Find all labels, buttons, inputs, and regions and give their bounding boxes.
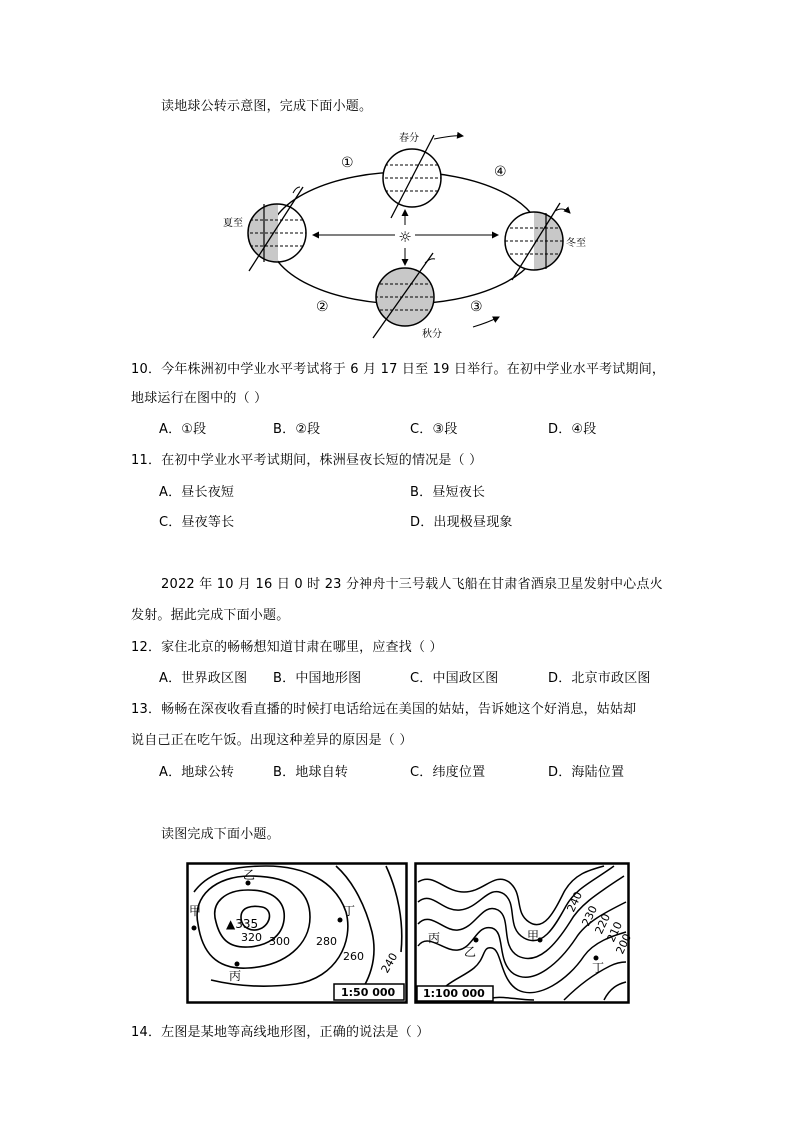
q13-option-d[interactable]: D．海陆位置 bbox=[548, 765, 625, 780]
orbit-diagram bbox=[215, 125, 595, 345]
earth-autumn bbox=[370, 268, 440, 326]
q11-option-b[interactable]: B．昼短夜长 bbox=[410, 485, 486, 500]
map2-contour-220: 220 bbox=[592, 911, 614, 937]
map2-label-jia: 甲 bbox=[527, 929, 540, 943]
sun-icon: ☼ bbox=[398, 228, 412, 246]
q12-option-d[interactable]: D．北京市政区图 bbox=[548, 671, 651, 686]
map1-label-yi: 乙 bbox=[243, 868, 256, 882]
q11-option-d[interactable]: D．出现极昼现象 bbox=[410, 515, 513, 530]
intro-shenzhou-2: 发射。据此完成下面小题。 bbox=[131, 608, 290, 623]
label-summer: 夏至 bbox=[223, 218, 243, 229]
label-winter: 冬至 bbox=[566, 238, 586, 249]
map1-contour-320: 320 bbox=[241, 931, 262, 944]
map1-scale: 1:50 000 bbox=[341, 986, 396, 999]
contour-map-right bbox=[414, 862, 635, 1004]
label-spring: 春分 bbox=[399, 133, 419, 144]
map2-label-bing: 丙 bbox=[428, 931, 441, 945]
q13-stem-2: 说自己正在吃午饭。出现这种差异的原因是（ ） bbox=[131, 733, 413, 748]
q13-option-c[interactable]: C．纬度位置 bbox=[410, 765, 486, 780]
map1-label-ding: 丁 bbox=[343, 904, 356, 918]
intro-maps: 读图完成下面小题。 bbox=[161, 827, 280, 842]
map2-contour-230: 230 bbox=[579, 903, 601, 929]
map1-contour-240: 240 bbox=[378, 950, 401, 976]
q12-option-c[interactable]: C．中国政区图 bbox=[410, 671, 499, 686]
map1-contour-260: 260 bbox=[343, 950, 364, 963]
map1-label-jia: 甲 bbox=[189, 904, 202, 918]
q10-option-d[interactable]: D．④段 bbox=[548, 422, 597, 437]
contour-map-left bbox=[186, 862, 408, 1004]
q12-option-a[interactable]: A．世界政区图 bbox=[159, 671, 248, 686]
map2-scale: 1:100 000 bbox=[423, 987, 485, 1000]
earth-spring bbox=[375, 149, 450, 207]
map1-contour-280: 280 bbox=[316, 935, 337, 948]
q10-stem-1: 10．今年株洲初中学业水平考试将于 6 月 17 日至 19 日举行。在初中学业水平考试期间， bbox=[131, 362, 666, 377]
intro-orbit: 读地球公转示意图，完成下面小题。 bbox=[161, 99, 373, 114]
map2-label-yi: 乙 bbox=[464, 945, 477, 959]
map2-contour-240: 240 bbox=[564, 889, 586, 915]
segment-4: ④ bbox=[494, 164, 507, 180]
map2-label-ding: 丁 bbox=[592, 961, 605, 975]
label-autumn: 秋分 bbox=[422, 329, 442, 340]
segment-2: ② bbox=[316, 299, 329, 315]
intro-shenzhou-1: 2022 年 10 月 16 日 0 时 23 分神舟十三号载人飞船在甘肃省酒泉卫星发射中心点火 bbox=[161, 577, 663, 592]
q10-option-b[interactable]: B．②段 bbox=[273, 422, 321, 437]
map2-contour-210: 210 bbox=[604, 919, 626, 945]
map1-peak: ▲335 bbox=[226, 917, 259, 931]
earth-summer bbox=[245, 200, 310, 270]
segment-3: ③ bbox=[470, 299, 483, 315]
q13-option-a[interactable]: A．地球公转 bbox=[159, 765, 235, 780]
q11-option-c[interactable]: C．昼夜等长 bbox=[159, 515, 235, 530]
map2-contour-200: 200 bbox=[613, 931, 635, 957]
q10-option-a[interactable]: A．①段 bbox=[159, 422, 207, 437]
q13-option-b[interactable]: B．地球自转 bbox=[273, 765, 349, 780]
q11-stem: 11．在初中学业水平考试期间，株洲昼夜长短的情况是（ ） bbox=[131, 453, 483, 468]
q14-stem: 14．左图是某地等高线地形图，正确的说法是（ ） bbox=[131, 1025, 430, 1040]
q10-stem-2: 地球运行在图中的（ ） bbox=[131, 391, 268, 406]
q13-stem-1: 13．畅畅在深夜收看直播的时候打电话给远在美国的姑姑，告诉她这个好消息，姑姑却 bbox=[131, 702, 637, 717]
q10-option-c[interactable]: C．③段 bbox=[410, 422, 458, 437]
map1-label-bing: 丙 bbox=[229, 969, 242, 983]
segment-1: ① bbox=[341, 155, 354, 171]
q12-option-b[interactable]: B．中国地形图 bbox=[273, 671, 362, 686]
q11-option-a[interactable]: A．昼长夜短 bbox=[159, 485, 235, 500]
q12-stem: 12．家住北京的畅畅想知道甘肃在哪里，应查找（ ） bbox=[131, 640, 443, 655]
map1-contour-300: 300 bbox=[269, 935, 290, 948]
